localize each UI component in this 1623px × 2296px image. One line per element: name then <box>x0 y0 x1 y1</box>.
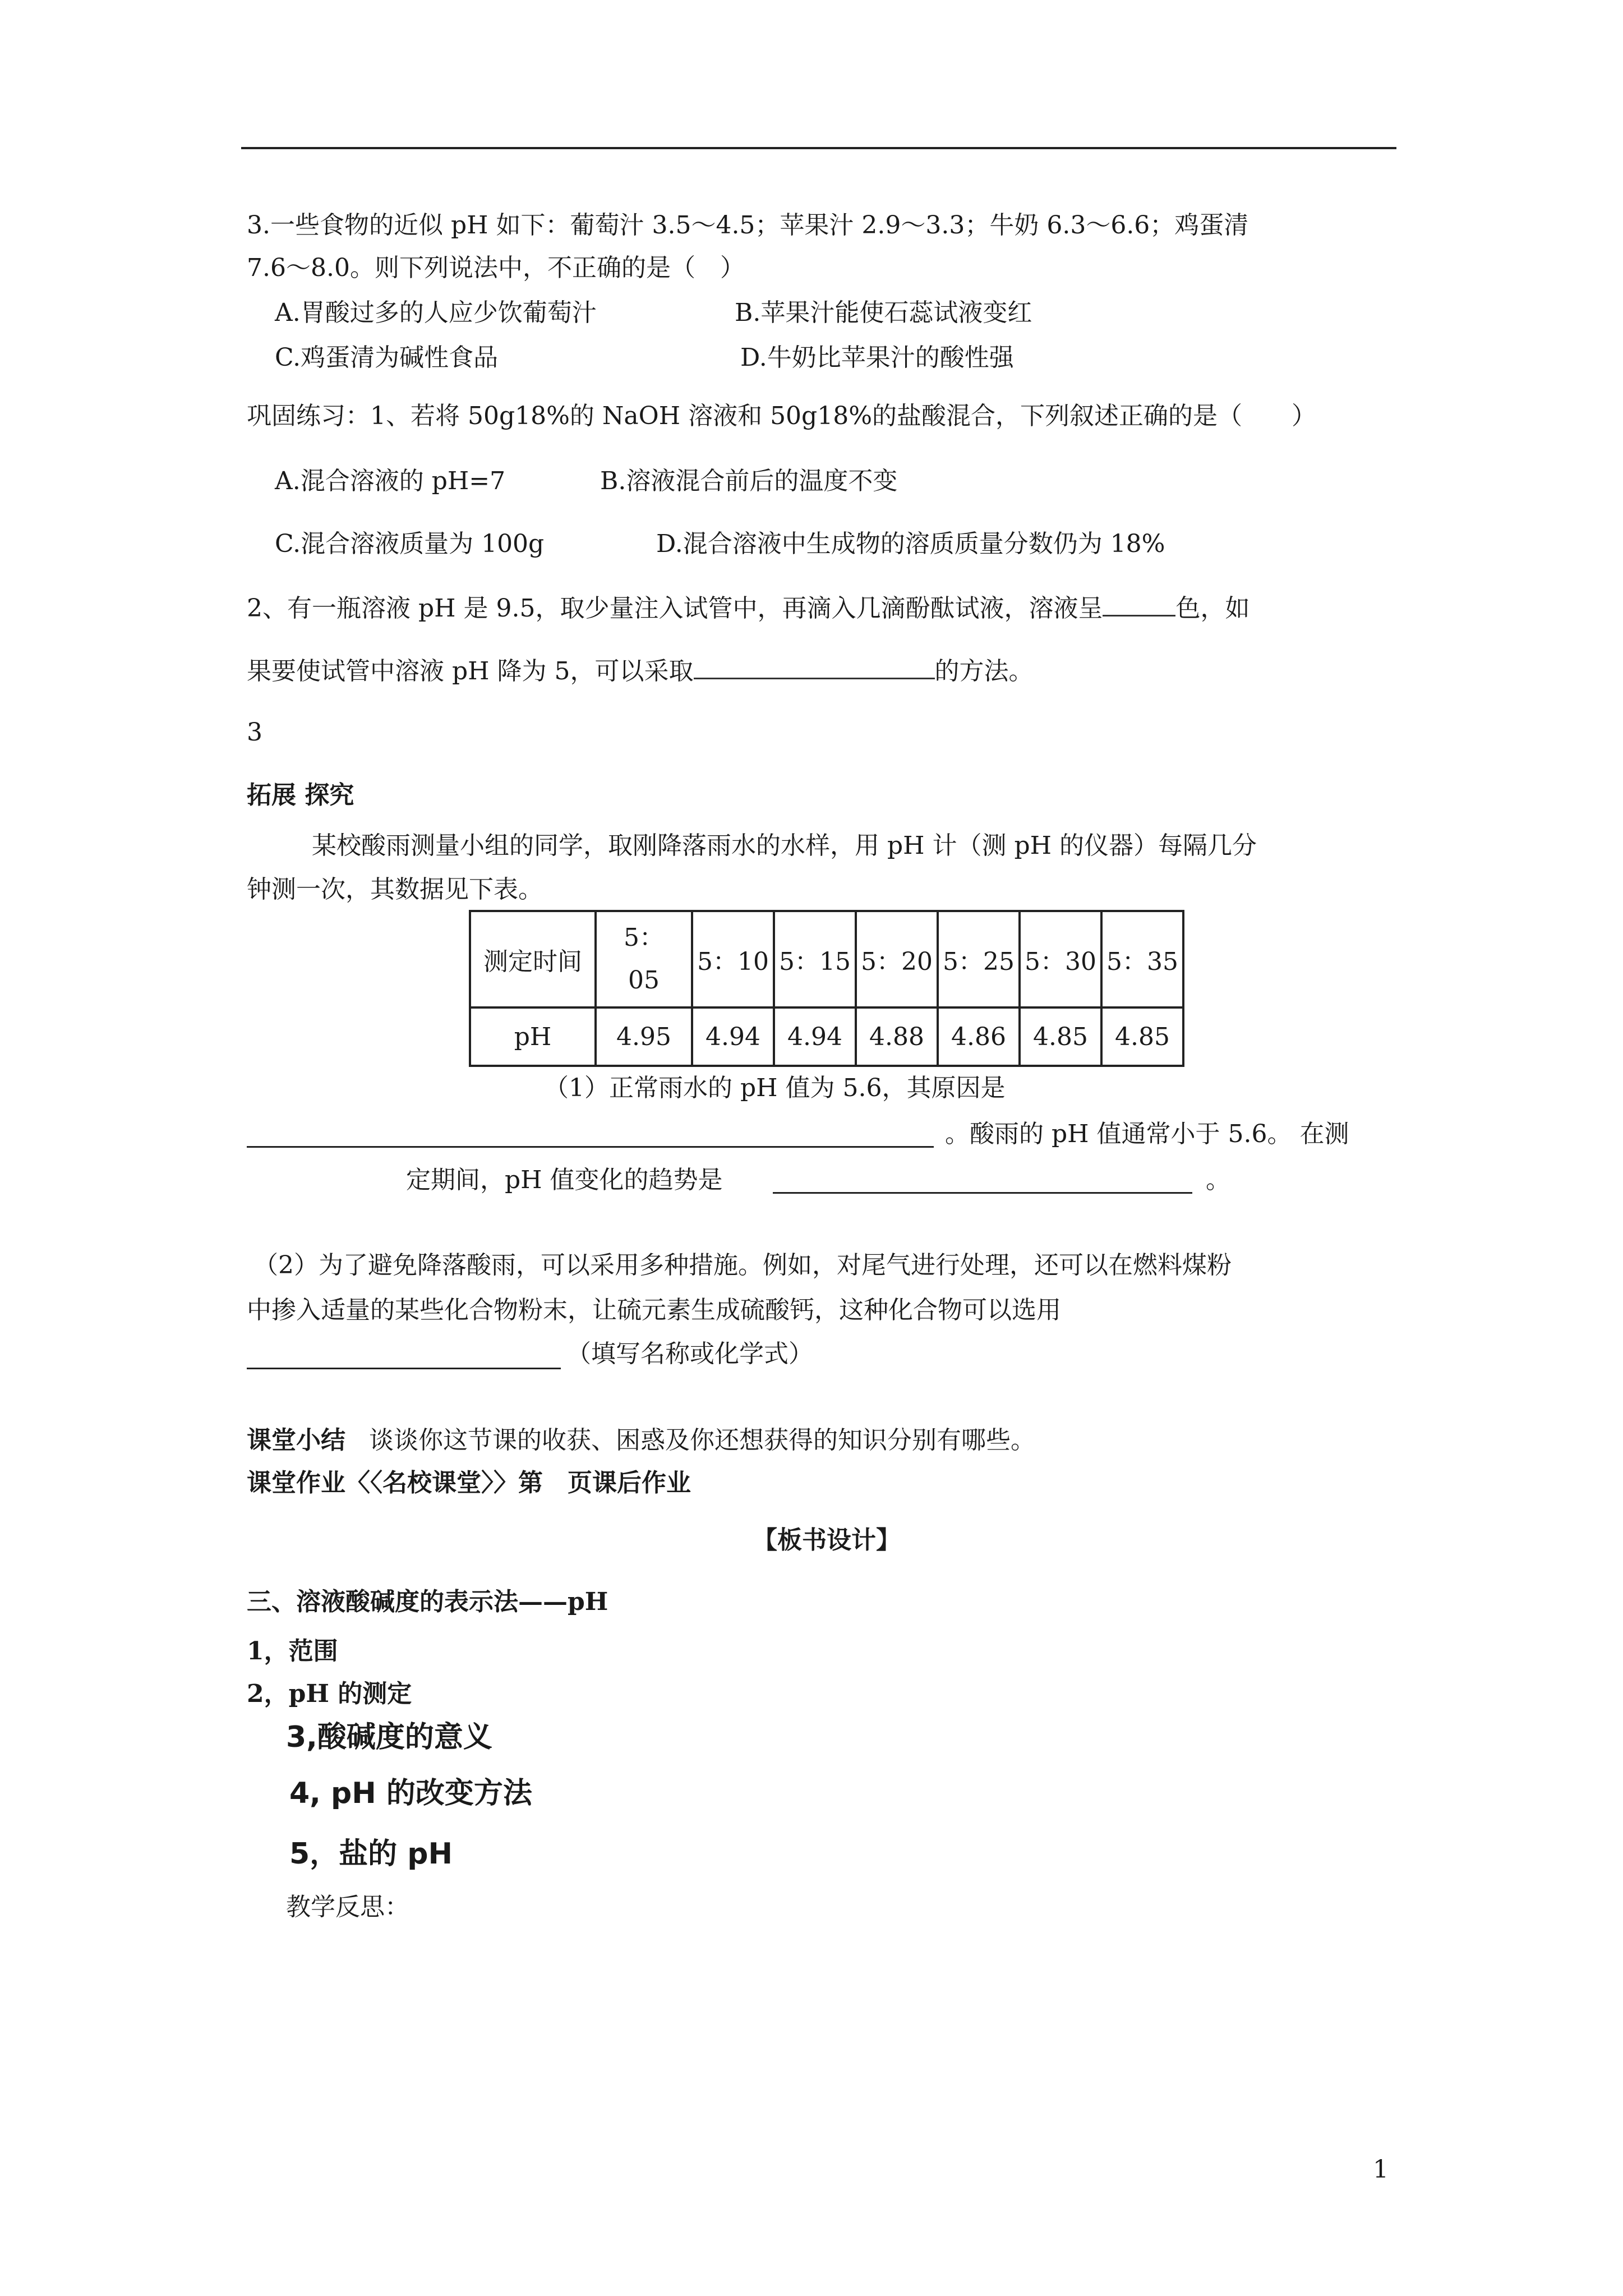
explore-p2-line3: （填写名称或化学式） <box>566 1340 813 1368</box>
table-cell: 4.85 <box>1020 1007 1101 1066</box>
q3-line2: 7.6～8.0。则下列说法中，不正确的是（ ） <box>247 254 745 282</box>
explore-p2-line2: 中掺入适量的某些化合物粉末，让硫元素生成硫酸钙，这种化合物可以选用 <box>247 1296 1061 1324</box>
practice-option-c: C.混合溶液质量为 100g <box>275 530 545 558</box>
table-cell: 5：15 <box>774 911 856 1007</box>
q3-option-d: D.牛奶比苹果汁的酸性强 <box>740 343 1014 372</box>
table-row-ph <box>470 1007 1183 1066</box>
board-item-1: 1，范围 <box>247 1637 338 1665</box>
table-cell: 5：25 <box>938 911 1020 1007</box>
explore-p1-line1: （1）正常雨水的 pH 值为 5.6，其原因是 <box>544 1074 1006 1102</box>
table-cell: 4.85 <box>1101 1007 1183 1066</box>
table-cell: 4.94 <box>774 1007 856 1066</box>
practice-option-d: D.混合溶液中生成物的溶质质量分数仍为 18% <box>656 530 1165 558</box>
board-item-4: 4, pH 的改变方法 <box>289 1777 532 1810</box>
board-item-3: 3,酸碱度的意义 <box>286 1720 492 1754</box>
q3-line1: 3.一些食物的近似 pH 如下：葡萄汁 3.5～4.5；苹果汁 2.9～3.3；牛奶 6.3～6.6；鸡蛋清 <box>247 211 1249 240</box>
practice-q2-text: 2、有一瓶溶液 pH 是 9.5，取少量注入试管中，再滴入几滴酚酞试液，溶液呈 <box>247 594 1103 623</box>
board-heading: 三、溶液酸碱度的表示法——pH <box>247 1588 608 1616</box>
practice-q2-text-d: 的方法。 <box>934 657 1034 685</box>
page-number: 1 <box>1373 2155 1389 2184</box>
compound-blank <box>247 1368 561 1369</box>
table-row-time <box>470 911 1183 1007</box>
table-cell: 4.95 <box>596 1007 692 1066</box>
explore-p1-line3-end: 。 <box>1206 1166 1230 1194</box>
explore-heading: 拓展 探究 <box>247 781 354 809</box>
header-rule <box>241 147 1396 149</box>
explore-intro-line2: 钟测一次，其数据见下表。 <box>247 875 543 904</box>
trend-blank <box>773 1192 1192 1194</box>
table-cell: 5：10 <box>692 911 774 1007</box>
practice-q2-text-c: 果要使试管中溶液 pH 降为 5，可以采取 <box>247 657 694 685</box>
table-cell: 4.88 <box>856 1007 938 1066</box>
summary-line <box>247 1424 1035 1457</box>
reason-blank <box>247 1146 934 1148</box>
explore-p1-line2: 。酸雨的 pH 值通常小于 5.6。 在测 <box>945 1120 1349 1148</box>
practice-option-b: B.溶液混合前后的温度不变 <box>600 467 898 495</box>
explore-p2-line1: （2）为了避免降落酸雨，可以采用多种措施。例如，对尾气进行处理，还可以在燃料煤粉 <box>253 1251 1232 1280</box>
table-cell: 5： 05 <box>596 911 692 1007</box>
teaching-reflection: 教学反思： <box>286 1893 409 1921</box>
practice-q3-label: 3 <box>247 718 262 747</box>
explore-p1-line3: 定期间，pH 值变化的趋势是 <box>406 1166 723 1194</box>
board-item-2: 2，pH 的测定 <box>247 1680 412 1708</box>
table-cell: 5：30 <box>1020 911 1101 1007</box>
method-blank <box>694 653 935 679</box>
practice-option-a: A.混合溶液的 pH=7 <box>275 467 506 495</box>
practice-q2-text-b: 色，如 <box>1175 594 1250 623</box>
summary-label: 课堂小结 <box>247 1426 345 1455</box>
table-cell: 4.86 <box>938 1007 1020 1066</box>
ph-data-table <box>469 910 1184 1067</box>
homework-line: 课堂作业〈〈名校课堂〉〉第 页课后作业 <box>247 1469 691 1497</box>
board-item-5: 5，盐的 pH <box>289 1837 453 1871</box>
q3-option-b: B.苹果汁能使石蕊试液变红 <box>735 298 1032 327</box>
board-title: 【板书设计】 <box>753 1526 901 1554</box>
table-cell: pH <box>470 1007 596 1066</box>
summary-text: 谈谈你这节课的收获、困惑及你还想获得的知识分别有哪些。 <box>368 1426 1035 1455</box>
table-cell: 5：35 <box>1101 911 1183 1007</box>
explore-intro-line1: 某校酸雨测量小组的同学，取刚降落雨水的水样，用 pH 计（测 pH 的仪器）每隔几分 <box>312 831 1257 860</box>
color-blank <box>1103 590 1175 616</box>
table-cell: 5：20 <box>856 911 938 1007</box>
q3-option-c: C.鸡蛋清为碱性食品 <box>275 343 499 372</box>
practice-q2-line1 <box>247 590 1249 625</box>
table-cell: 测定时间 <box>470 911 596 1007</box>
q3-option-a: A.胃酸过多的人应少饮葡萄汁 <box>275 298 597 327</box>
practice-q1: 巩固练习：1、若将 50g18%的 NaOH 溶液和 50g18%的盐酸混合，下列叙述正确的是（ ） <box>247 402 1317 430</box>
table-cell: 4.94 <box>692 1007 774 1066</box>
practice-q2-line2 <box>247 653 1034 688</box>
